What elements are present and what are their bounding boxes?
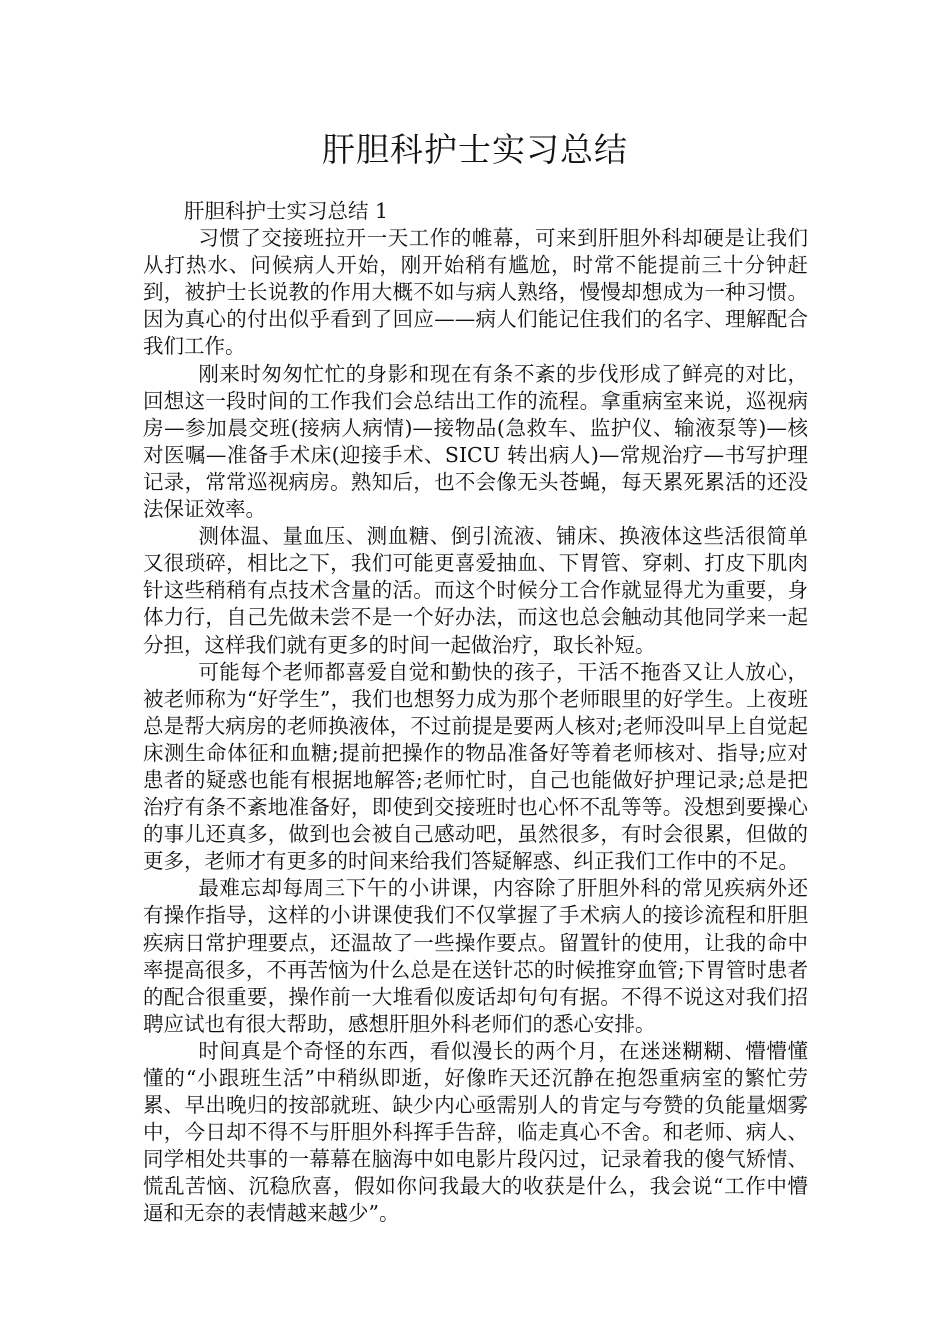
section-heading: 肝胆科护士实习总结 1 — [184, 199, 389, 223]
document-body — [143, 198, 808, 1228]
paragraph-3: 测体温、量血压、测血糖、倒引流液、铺床、换液体这些活很简单又很琐碎，相比之下，我们可能更喜爱抽血、下胃管、穿刺、打皮下肌肉针这些稍稍有点技术含量的活。而这个时候分工合作就显得尤为重要，身体力行，自己先做未尝不是一个好办法，而这也总会触动其他同学来一起分担，这样我们就有更多的时间一起做治疗，取长补短。 — [143, 524, 808, 657]
paragraph-6: 时间真是个奇怪的东西，看似漫长的两个月，在迷迷糊糊、懵懵懂懂的“小跟班生活”中稍纵即逝，好像昨天还沉静在抱怨重病室的繁忙劳累、早出晚归的按部就班、缺少内心亟需别人的肯定与夸赞的负能量烟雾中，今日却不得不与肝胆外科挥手告辞，临走真心不舍。和老师、病人、同学相处共事的一幕幕在脑海中如电影片段闪过，记录着我的傻气矫情、慌乱苦恼、沉稳欣喜，假如你问我最大的收获是什么，我会说“工作中懵逼和无奈的表情越来越少”。 — [143, 1038, 808, 1226]
paragraph-1: 习惯了交接班拉开一天工作的帷幕，可来到肝胆外科却硬是让我们从打热水、问候病人开始，刚开始稍有尴尬，时常不能提前三十分钟赶到，被护士长说教的作用大概不如与病人熟络，慢慢却想成为一种习惯。因为真心的付出似乎看到了回应——病人们能记住我们的名字、理解配合我们工作。 — [143, 226, 808, 359]
paragraph-4: 可能每个老师都喜爱自觉和勤快的孩子，干活不拖沓又让人放心，被老师称为“好学生”，我们也想努力成为那个老师眼里的好学生。上夜班总是帮大病房的老师换液体，不过前提是要两人核对;老师没叫早上自觉起床测生命体征和血糖;提前把操作的物品准备好等着老师核对、指导;应对患者的疑惑也能有根据地解答;老师忙时，自己也能做好护理记录;总是把治疗有条不紊地准备好，即使到交接班时也心怀不乱等等。没想到要操心的事儿还真多，做到也会被自己感动吧，虽然很多，有时会很累，但做的更多，老师才有更多的时间来给我们答疑解惑、纠正我们工作中的不足。 — [143, 659, 808, 874]
document-title: 肝胆科护士实习总结 — [322, 130, 628, 169]
paragraph-2: 刚来时匆匆忙忙的身影和现在有条不紊的步伐形成了鲜亮的对比，回想这一段时间的工作我们会总结出工作的流程。拿重病室来说，巡视病房—参加晨交班(接病人病情)—接物品(急救车、监护仪、输液泵等)—核对医嘱—准备手术床(迎接手术、SICU 转出病人)—常规治疗—书写护理记录，常常巡视病房。熟知后，也不会像无头苍蝇，每天累死累活的还没法保证效率。 — [143, 361, 808, 522]
paragraph-5: 最难忘却每周三下午的小讲课，内容除了肝胆外科的常见疾病外还有操作指导，这样的小讲课使我们不仅掌握了手术病人的接诊流程和肝胆疾病日常护理要点，还温故了一些操作要点。留置针的使用，让我的命中率提高很多，不再苦恼为什么总是在送针芯的时候推穿血管;下胃管时患者的配合很重要，操作前一大堆看似废话却句句有据。不得不说这对我们招聘应试也有很大帮助，感想肝胆外科老师们的悉心安排。 — [143, 876, 808, 1036]
